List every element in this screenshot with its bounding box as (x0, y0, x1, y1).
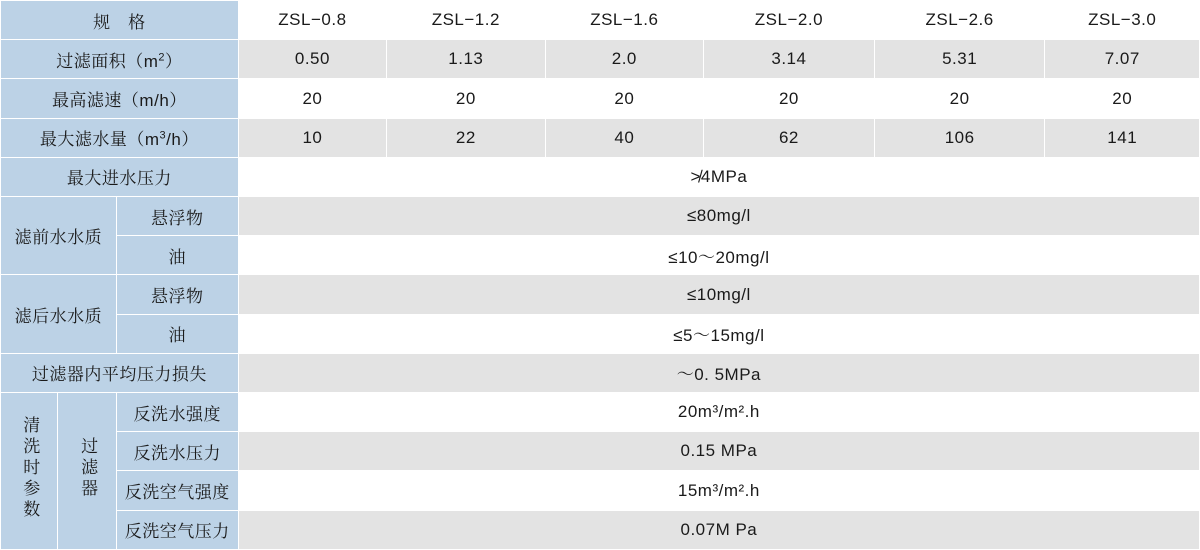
cell-max-filter-speed-3: 20 (704, 79, 875, 118)
cell-backwash-water-intensity-value: 20m³/m².h (238, 393, 1199, 432)
cell-filter-area-2: 2.0 (545, 40, 704, 79)
table-row-backwash-water-pressure (1, 432, 1200, 471)
cell-post-water-oil-value: ≤5～15mg/l (238, 314, 1199, 353)
row-label-pre-water-oil: 油 (116, 236, 238, 275)
row-label-backwash-air-intensity: 反洗空气强度 (116, 471, 238, 510)
group-label-post-water-quality: 滤后水水质 (1, 275, 117, 353)
cell-backwash-water-pressure-value: 0.15 MPa (238, 432, 1199, 471)
model-header-0: ZSL−0.8 (238, 1, 386, 40)
cell-max-water-volume-2: 40 (545, 118, 704, 157)
model-header-2: ZSL−1.6 (545, 1, 704, 40)
table-row-backwash-air-intensity (1, 471, 1200, 510)
table-row-average-pressure-loss (1, 353, 1200, 392)
cell-filter-area-0: 0.50 (238, 40, 386, 79)
cell-average-pressure-loss-value: ～0. 5MPa (238, 353, 1199, 392)
row-label-post-water-oil: 油 (116, 314, 238, 353)
cell-filter-area-1: 1.13 (387, 40, 546, 79)
cell-filter-area-5: 7.07 (1045, 40, 1200, 79)
table-row-pre-water-oil (1, 236, 1200, 275)
header-row-label: 规 格 (1, 1, 239, 40)
table-header-row (1, 1, 1200, 40)
group-label-wash-parameters (1, 393, 58, 550)
table-row-post-water-oil (1, 314, 1200, 353)
cell-post-water-suspended-value: ≤10mg/l (238, 275, 1199, 314)
row-label-backwash-water-intensity: 反洗水强度 (116, 393, 238, 432)
row-label-pre-water-suspended: 悬浮物 (116, 197, 238, 236)
group-label-pre-water-quality: 滤前水水质 (1, 197, 117, 275)
row-label-filter-area-sup: 2 (158, 51, 166, 64)
model-header-3: ZSL−2.0 (704, 1, 875, 40)
row-label-max-water-volume-tail: /h） (166, 130, 199, 150)
table-row-backwash-air-pressure (1, 510, 1200, 549)
row-label-max-filter-speed: 最高滤速（m/h） (1, 79, 239, 118)
table-row-pre-water-suspended (1, 197, 1200, 236)
table-row-max-filter-speed (1, 79, 1200, 118)
table-row-filter-area (1, 40, 1200, 79)
row-label-max-water-volume (1, 118, 239, 157)
cell-filter-area-3: 3.14 (704, 40, 875, 79)
table-row-post-water-suspended (1, 275, 1200, 314)
row-label-max-inlet-pressure: 最大进水压力 (1, 157, 239, 196)
row-label-backwash-water-pressure: 反洗水压力 (116, 432, 238, 471)
cell-max-filter-speed-2: 20 (545, 79, 704, 118)
row-label-average-pressure-loss: 过滤器内平均压力损失 (1, 353, 239, 392)
cell-max-water-volume-3: 62 (704, 118, 875, 157)
cell-max-filter-speed-5: 20 (1045, 79, 1200, 118)
cell-backwash-air-pressure-value: 0.07M Pa (238, 510, 1199, 549)
cell-max-water-volume-5: 141 (1045, 118, 1200, 157)
row-label-post-water-suspended: 悬浮物 (116, 275, 238, 314)
cell-max-filter-speed-1: 20 (387, 79, 546, 118)
table-row-max-inlet-pressure (1, 157, 1200, 196)
group-label-wash-parameters-text: 清洗时参数 (20, 416, 40, 522)
model-header-4: ZSL−2.6 (874, 1, 1045, 40)
row-label-max-water-volume-main: 最大滤水量（m (39, 130, 160, 150)
model-header-5: ZSL−3.0 (1045, 1, 1200, 40)
group-label-filter-unit (57, 393, 116, 550)
cell-filter-area-4: 5.31 (874, 40, 1045, 79)
row-label-filter-area-tail: ） (165, 51, 183, 71)
group-label-filter-unit-text: 过滤器 (78, 437, 98, 501)
cell-backwash-air-intensity-value: 15m³/m².h (238, 471, 1199, 510)
row-label-backwash-air-pressure: 反洗空气压力 (116, 510, 238, 549)
cell-max-filter-speed-0: 20 (238, 79, 386, 118)
cell-pre-water-oil-value: ≤10～20mg/l (238, 236, 1199, 275)
cell-max-water-volume-1: 22 (387, 118, 546, 157)
cell-max-water-volume-0: 10 (238, 118, 386, 157)
row-label-max-water-volume-sup: 3 (159, 129, 167, 142)
table-row-backwash-water-intensity (1, 393, 1200, 432)
row-label-filter-area-main: 过滤面积（m (56, 51, 159, 71)
model-header-1: ZSL−1.2 (387, 1, 546, 40)
row-label-filter-area (1, 40, 239, 79)
cell-max-water-volume-4: 106 (874, 118, 1045, 157)
cell-max-filter-speed-4: 20 (874, 79, 1045, 118)
cell-pre-water-suspended-value: ≤80mg/l (238, 197, 1199, 236)
table-row-max-water-volume (1, 118, 1200, 157)
cell-max-inlet-pressure-value: ≯4MPa (238, 157, 1199, 196)
